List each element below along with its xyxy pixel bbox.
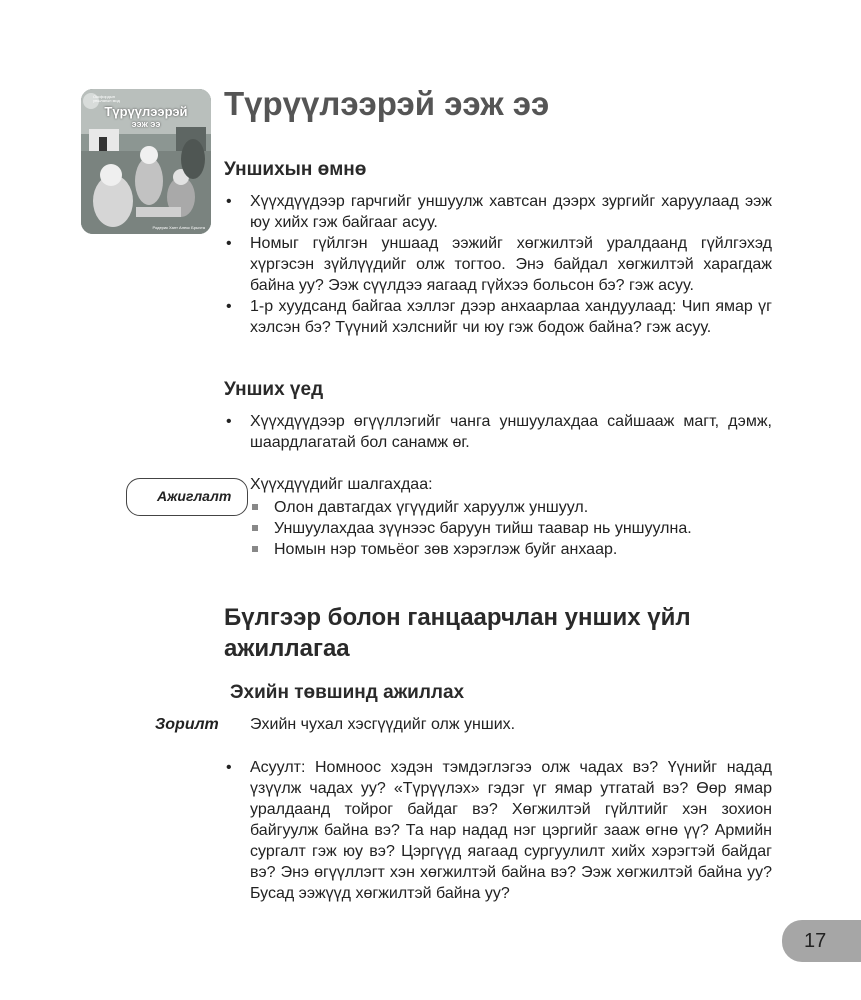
observation-intro: Хүүхдүүдийг шалгахдаа: bbox=[250, 476, 433, 493]
list-item: Олон давтагдах үгүүдийг харуулж уншуул. bbox=[248, 497, 808, 518]
book-cover-image bbox=[81, 89, 211, 234]
observation-list bbox=[248, 497, 808, 560]
list-item: • Хүүхдүүдээр гарчгийг уншуулж хавтсан дээрх зургийг харуулаад ээж юу хийх гэж байгааг асуу. bbox=[224, 191, 772, 233]
cover-subtitle: ээж ээ bbox=[131, 119, 161, 129]
group-section-heading-line2: ажиллагаа bbox=[224, 635, 350, 662]
during-reading-list bbox=[224, 411, 772, 453]
group-section-list bbox=[224, 757, 772, 904]
cover-title: Түрүүлээрэй bbox=[104, 104, 188, 119]
list-item: Номын нэр томьёог зөв хэрэглэж буйг анхаар. bbox=[248, 539, 808, 560]
page-number: 17 bbox=[782, 920, 861, 962]
group-section-heading-line1: Бүлгээр болон ганцаарчлан унших үйл bbox=[224, 604, 691, 631]
list-item: Уншуулахдаа зүүнээс баруун тийш таавар нь уншуулна. bbox=[248, 518, 808, 539]
list-item: • Хүүхдүүдээр өгүүллэгийг чанга уншуулахдаа сайшааж магт, дэмж, шаардлагатай бол санамж өг. bbox=[224, 411, 772, 453]
group-section-subheading: Эхийн төвшинд ажиллах bbox=[230, 682, 465, 703]
list-item: • Асуулт: Номноос хэдэн тэмдэглэгээ олж чадах вэ? Үүнийг надад үзүүлж чадах уу? «Түрүүлэх» гэдэг үг ямар утгатай вэ? Өөр ямар уралдаанд тойрог байдаг вэ? Хөгжилтэй гүйлтийг хэн зохион байгуулж байна вэ? Та нар надад нэг цэргийг зааж өгнө үү? Армийн сургалт гэж юу вэ? Цэргүүд яагаад сургуулилт хийх хэрэгтэй байдаг вэ? Энэ өгүүллэгт хэн хөгжилтэй байна вэ? Ээж хөгжилтэй байна уу? Бусад ээжүүд хөгжилтэй байна уу? bbox=[224, 757, 772, 904]
observation-badge: Ажиглалт bbox=[126, 478, 248, 516]
cover-series-label: Оксфордын уншлагын мод bbox=[93, 94, 120, 103]
during-reading-heading: Унших үед bbox=[224, 379, 324, 400]
list-item: • 1-р хуудсанд байгаа хэллэг дээр анхаарлаа хандуулаад: Чип ямар үг хэлсэн бэ? Түүний хэлснийг чи юу гэж бодож байна? гэж асуу. bbox=[224, 296, 772, 338]
page-title: Түрүүлээрэй ээж ээ bbox=[224, 85, 550, 122]
list-item: • Номыг гүйлгэн уншаад ээжийг хөгжилтэй уралдаанд гүйлгэхэд хүргэсэн зүйлүүдийг олж тогтоо. Энэ байдал хөгжилтэй харагдаж байна уу? Ээж сүүлдээ яагаад гүйхээ больсон бэ? гэж асуу. bbox=[224, 233, 772, 296]
before-reading-heading: Уншихын өмнө bbox=[224, 159, 367, 180]
goal-text: Эхийн чухал хэсгүүдийг олж унших. bbox=[250, 716, 516, 733]
goal-label: Зорилт bbox=[155, 716, 219, 733]
before-reading-list bbox=[224, 191, 772, 338]
cover-authors: Родерик Хант Алекс Брычта bbox=[152, 225, 205, 230]
